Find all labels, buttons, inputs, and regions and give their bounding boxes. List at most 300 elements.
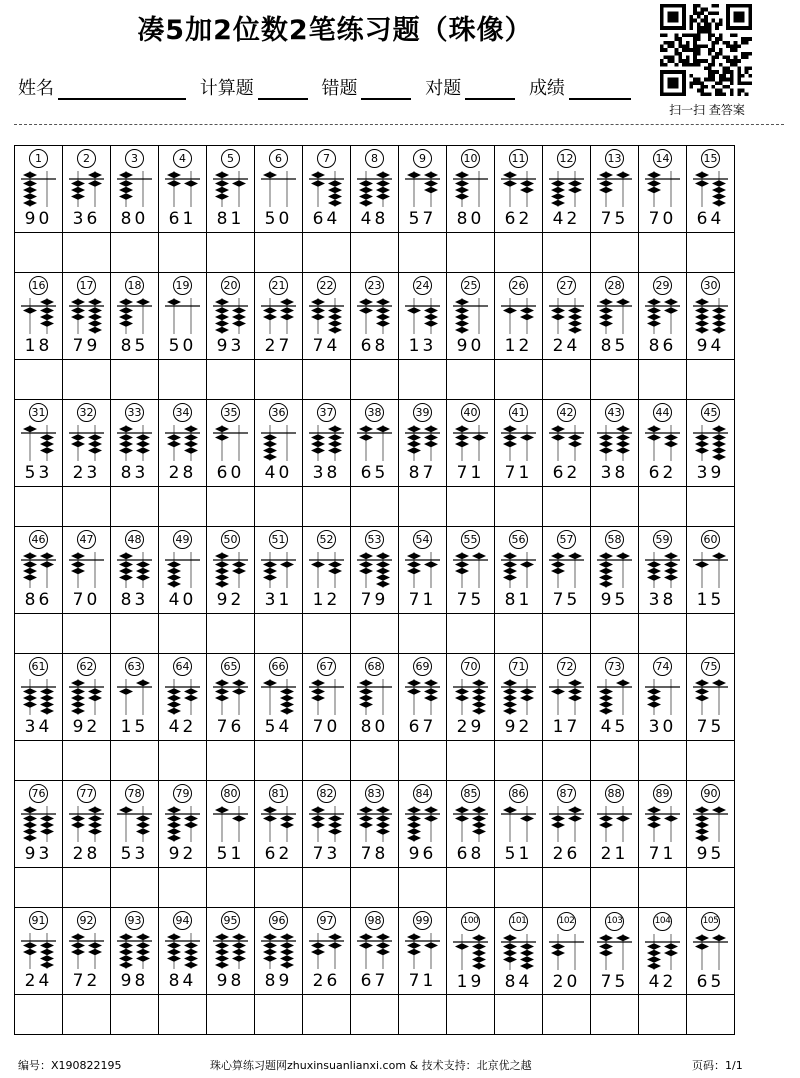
abacus-bead <box>232 955 246 962</box>
abacus-bead <box>280 708 294 715</box>
answer-cell[interactable] <box>399 233 447 273</box>
abacus-bead <box>712 307 726 314</box>
answer-cell[interactable] <box>207 995 255 1035</box>
abacus-bead <box>647 568 661 575</box>
abacus-bead-image <box>111 932 158 970</box>
abacus-bead <box>695 943 709 950</box>
question-cell <box>687 781 735 868</box>
abacus-bead-image <box>639 678 686 716</box>
question-number: 10 <box>461 149 480 168</box>
question-number: 89 <box>653 784 672 803</box>
abacus-bead <box>119 574 133 581</box>
answer-cell[interactable] <box>687 995 735 1035</box>
question-cell <box>15 781 63 868</box>
abacus-bead <box>40 447 54 454</box>
answer-cell[interactable] <box>15 233 63 273</box>
abacus-bead <box>407 934 421 941</box>
abacus-bead <box>88 172 102 179</box>
abacus-bead <box>472 935 486 942</box>
question-number: 54 <box>413 530 432 549</box>
abacus-bead-image <box>399 805 446 843</box>
answer-cell[interactable] <box>207 614 255 654</box>
question-cell <box>159 146 207 233</box>
abacus-bead <box>424 680 438 687</box>
answer-cell[interactable] <box>111 741 159 781</box>
answer-cell[interactable] <box>591 614 639 654</box>
answer-cell[interactable] <box>159 487 207 527</box>
abacus-bead <box>311 695 325 702</box>
question-number: 18 <box>125 276 144 295</box>
abacus-bead-image <box>159 932 206 970</box>
question-cell <box>399 400 447 487</box>
addend-value: 95 <box>600 590 629 610</box>
score-blank[interactable] <box>569 80 631 100</box>
answer-cell[interactable] <box>63 233 111 273</box>
abacus-bead <box>503 680 517 687</box>
question-cell <box>591 400 639 487</box>
abacus-bead <box>503 943 517 950</box>
abacus-bead <box>376 822 390 829</box>
question-cell <box>687 527 735 614</box>
answer-cell[interactable] <box>399 741 447 781</box>
addend-value: 34 <box>24 717 53 737</box>
question-number: 48 <box>125 530 144 549</box>
abacus-bead <box>215 327 229 334</box>
answer-cell[interactable] <box>351 233 399 273</box>
question-cell <box>543 146 591 233</box>
addend-value: 70 <box>648 209 677 229</box>
abacus-bead <box>695 822 709 829</box>
answer-cell[interactable] <box>111 487 159 527</box>
answer-cell[interactable] <box>639 487 687 527</box>
answer-cell[interactable] <box>495 868 543 908</box>
abacus-bead <box>695 935 709 942</box>
addend-value: 15 <box>120 717 149 737</box>
abacus-bead <box>376 426 390 433</box>
answer-cell[interactable] <box>399 487 447 527</box>
abacus-bead <box>359 299 373 306</box>
answer-cell[interactable] <box>255 487 303 527</box>
answer-cell[interactable] <box>255 614 303 654</box>
answer-cell[interactable] <box>159 741 207 781</box>
abacus-bead <box>599 568 613 575</box>
abacus-bead-image <box>63 170 110 208</box>
answer-cell[interactable] <box>351 614 399 654</box>
abacus-bead <box>215 574 229 581</box>
abacus-bead <box>184 962 198 969</box>
abacus-bead-image <box>207 297 254 335</box>
answer-cell[interactable] <box>543 487 591 527</box>
question-cell <box>159 654 207 741</box>
cut-divider <box>14 124 784 125</box>
question-row <box>15 273 735 360</box>
abacus-bead-image <box>303 297 350 335</box>
answer-cell[interactable] <box>207 360 255 400</box>
answer-cell[interactable] <box>207 741 255 781</box>
addend-value: 40 <box>168 590 197 610</box>
answer-cell[interactable] <box>207 233 255 273</box>
abacus-bead-image <box>303 678 350 716</box>
abacus-bead <box>455 299 469 306</box>
question-cell <box>591 527 639 614</box>
answer-cell[interactable] <box>591 233 639 273</box>
abacus-bead-image <box>15 170 62 208</box>
answer-cell[interactable] <box>543 868 591 908</box>
answer-cell[interactable] <box>399 868 447 908</box>
answer-cell[interactable] <box>303 868 351 908</box>
answer-cell[interactable] <box>111 360 159 400</box>
answer-cell[interactable] <box>639 995 687 1035</box>
answer-cell[interactable] <box>447 233 495 273</box>
answer-cell[interactable] <box>15 614 63 654</box>
question-cell <box>687 146 735 233</box>
question-number: 33 <box>125 403 144 422</box>
answer-cell[interactable] <box>159 233 207 273</box>
abacus-bead <box>695 835 709 842</box>
right-count-blank[interactable] <box>465 80 515 100</box>
question-number: 12 <box>557 149 576 168</box>
abacus-bead-image <box>255 678 302 716</box>
abacus-bead <box>568 688 582 695</box>
answer-cell[interactable] <box>447 487 495 527</box>
answer-cell[interactable] <box>351 487 399 527</box>
answer-cell[interactable] <box>15 995 63 1035</box>
answer-cell[interactable] <box>591 868 639 908</box>
question-cell <box>495 527 543 614</box>
abacus-bead <box>328 320 342 327</box>
abacus-bead <box>280 942 294 949</box>
abacus-bead <box>40 441 54 448</box>
question-cell <box>63 146 111 233</box>
answer-cell[interactable] <box>351 741 399 781</box>
answer-cell[interactable] <box>639 741 687 781</box>
question-cell <box>15 908 63 995</box>
abacus-bead-image <box>543 297 590 335</box>
question-number: 51 <box>269 530 288 549</box>
abacus-bead-image <box>543 933 590 971</box>
abacus-bead <box>167 701 181 708</box>
abacus-bead <box>40 962 54 969</box>
answer-cell[interactable] <box>63 741 111 781</box>
addend-value: 85 <box>600 336 629 356</box>
question-number: 105 <box>701 912 720 931</box>
answer-cell[interactable] <box>255 995 303 1035</box>
addend-value: 36 <box>72 209 101 229</box>
answer-cell[interactable] <box>63 360 111 400</box>
abacus-bead <box>23 695 37 702</box>
answer-cell[interactable] <box>351 995 399 1035</box>
answer-cell[interactable] <box>639 360 687 400</box>
addend-value: 92 <box>72 717 101 737</box>
abacus-bead <box>119 180 133 187</box>
abacus-bead <box>136 815 150 822</box>
abacus-bead <box>71 307 85 314</box>
abacus-bead <box>407 680 421 687</box>
answer-cell[interactable] <box>111 995 159 1035</box>
abacus-bead-image <box>639 170 686 208</box>
abacus-bead <box>71 688 85 695</box>
abacus-bead <box>647 822 661 829</box>
question-cell <box>159 400 207 487</box>
question-cell <box>207 654 255 741</box>
abacus-bead <box>280 955 294 962</box>
abacus-bead <box>551 314 565 321</box>
abacus-bead-image <box>159 424 206 462</box>
answer-cell[interactable] <box>495 233 543 273</box>
addend-value: 92 <box>168 844 197 864</box>
answer-cell[interactable] <box>63 868 111 908</box>
abacus-bead <box>455 695 469 702</box>
addend-value: 80 <box>360 717 389 737</box>
addend-value: 81 <box>216 209 245 229</box>
abacus-bead <box>551 950 565 957</box>
answer-cell[interactable] <box>687 614 735 654</box>
abacus-bead <box>376 581 390 588</box>
abacus-bead <box>599 701 613 708</box>
wrong-count-blank[interactable] <box>361 80 411 100</box>
question-cell <box>639 400 687 487</box>
abacus-bead <box>472 956 486 963</box>
abacus-bead <box>599 314 613 321</box>
abacus-bead <box>71 441 85 448</box>
abacus-bead <box>359 568 373 575</box>
abacus-bead <box>311 434 325 441</box>
answer-cell[interactable] <box>351 868 399 908</box>
answer-cell[interactable] <box>63 487 111 527</box>
abacus-bead <box>71 299 85 306</box>
abacus-bead <box>376 172 390 179</box>
abacus-bead <box>359 680 373 687</box>
addend-value: 75 <box>600 972 629 992</box>
abacus-bead <box>280 299 294 306</box>
abacus-bead <box>647 561 661 568</box>
answer-cell[interactable] <box>303 487 351 527</box>
answer-cell[interactable] <box>255 868 303 908</box>
abacus-bead <box>184 942 198 949</box>
abacus-bead-image <box>591 805 638 843</box>
abacus-bead <box>503 807 517 814</box>
answer-cell[interactable] <box>303 741 351 781</box>
answer-cell[interactable] <box>687 233 735 273</box>
answer-cell[interactable] <box>255 233 303 273</box>
addend-value: 13 <box>408 336 437 356</box>
abacus-bead-image <box>207 678 254 716</box>
abacus-bead <box>215 581 229 588</box>
answer-cell[interactable] <box>207 487 255 527</box>
abacus-bead <box>167 574 181 581</box>
abacus-bead-image <box>495 933 542 971</box>
answer-cell[interactable] <box>543 995 591 1035</box>
abacus-bead-image <box>687 805 734 843</box>
answer-cell[interactable] <box>303 614 351 654</box>
abacus-bead-image <box>639 424 686 462</box>
question-cell <box>303 527 351 614</box>
answer-cell[interactable] <box>639 614 687 654</box>
answer-cell[interactable] <box>543 741 591 781</box>
abacus-bead <box>232 949 246 956</box>
abacus-bead-image <box>495 551 542 589</box>
abacus-bead <box>472 701 486 708</box>
answer-cell[interactable] <box>159 995 207 1035</box>
abacus-bead <box>136 828 150 835</box>
question-cell <box>687 400 735 487</box>
abacus-bead <box>647 963 661 970</box>
addend-value: 15 <box>696 590 725 610</box>
answer-cell[interactable] <box>495 614 543 654</box>
abacus-bead <box>551 434 565 441</box>
abacus-bead <box>455 688 469 695</box>
abacus-bead <box>167 441 181 448</box>
answer-cell[interactable] <box>159 360 207 400</box>
answer-cell[interactable] <box>447 995 495 1035</box>
answer-cell[interactable] <box>687 741 735 781</box>
name-blank[interactable] <box>58 80 186 100</box>
student-info-line <box>18 74 639 100</box>
answer-cell[interactable] <box>447 741 495 781</box>
answer-cell[interactable] <box>63 614 111 654</box>
question-row <box>15 908 735 995</box>
answer-cell[interactable] <box>495 741 543 781</box>
answer-cell[interactable] <box>687 360 735 400</box>
answer-cell[interactable] <box>495 360 543 400</box>
answer-cell[interactable] <box>495 487 543 527</box>
abacus-bead <box>71 708 85 715</box>
answer-cell[interactable] <box>15 360 63 400</box>
answer-cell[interactable] <box>543 614 591 654</box>
footer-code: 编号：X190822195 <box>18 1059 122 1072</box>
addend-value: 79 <box>360 590 389 610</box>
answer-cell[interactable] <box>303 233 351 273</box>
answer-cell[interactable] <box>447 868 495 908</box>
question-cell <box>255 781 303 868</box>
answer-cell[interactable] <box>351 360 399 400</box>
abacus-bead <box>407 688 421 695</box>
answer-cell[interactable] <box>639 868 687 908</box>
answer-cell[interactable] <box>255 741 303 781</box>
abacus-bead <box>40 822 54 829</box>
abacus-bead-image <box>63 932 110 970</box>
answer-cell[interactable] <box>111 233 159 273</box>
question-number: 82 <box>317 784 336 803</box>
question-cell <box>111 527 159 614</box>
answer-cell[interactable] <box>303 360 351 400</box>
answer-cell[interactable] <box>159 868 207 908</box>
abacus-bead <box>455 426 469 433</box>
abacus-bead <box>136 441 150 448</box>
question-number: 62 <box>77 657 96 676</box>
addend-value: 94 <box>696 336 725 356</box>
abacus-bead <box>455 187 469 194</box>
abacus-bead <box>407 307 421 314</box>
abacus-bead <box>232 561 246 568</box>
abacus-bead <box>311 299 325 306</box>
abacus-bead <box>71 815 85 822</box>
answer-cell[interactable] <box>111 614 159 654</box>
answer-cell[interactable] <box>159 614 207 654</box>
answer-cell[interactable] <box>543 233 591 273</box>
abacus-bead <box>712 193 726 200</box>
abacus-bead <box>664 568 678 575</box>
answer-cell[interactable] <box>591 741 639 781</box>
answer-cell[interactable] <box>63 995 111 1035</box>
abacus-bead-image <box>63 551 110 589</box>
abacus-bead <box>520 950 534 957</box>
answer-cell[interactable] <box>591 995 639 1035</box>
answer-cell[interactable] <box>639 233 687 273</box>
abacus-bead <box>119 955 133 962</box>
answer-cell[interactable] <box>111 868 159 908</box>
answer-cell[interactable] <box>591 487 639 527</box>
abacus-bead <box>359 688 373 695</box>
answer-cell[interactable] <box>447 360 495 400</box>
addend-value: 40 <box>264 463 293 483</box>
abacus-bead-image <box>111 551 158 589</box>
abacus-bead <box>23 172 37 179</box>
abacus-bead <box>376 568 390 575</box>
abacus-bead-image <box>639 933 686 971</box>
abacus-bead <box>599 695 613 702</box>
question-cell <box>543 908 591 995</box>
answer-cell[interactable] <box>447 614 495 654</box>
abacus-bead <box>119 426 133 433</box>
answer-cell[interactable] <box>687 487 735 527</box>
addend-value: 62 <box>504 209 533 229</box>
abacus-bead <box>328 822 342 829</box>
answer-cell[interactable] <box>687 868 735 908</box>
question-number: 85 <box>461 784 480 803</box>
abacus-bead <box>71 568 85 575</box>
abacus-bead <box>23 553 37 560</box>
addend-value: 50 <box>264 209 293 229</box>
addend-value: 76 <box>216 717 245 737</box>
answer-cell[interactable] <box>399 995 447 1035</box>
question-number: 104 <box>653 912 672 931</box>
answer-cell[interactable] <box>303 995 351 1035</box>
answer-cell[interactable] <box>207 868 255 908</box>
answer-cell[interactable] <box>591 360 639 400</box>
answer-cell[interactable] <box>15 868 63 908</box>
abacus-bead <box>520 963 534 970</box>
abacus-bead <box>712 935 726 942</box>
abacus-bead <box>232 680 246 687</box>
abacus-bead <box>551 943 565 950</box>
calc-count-label: 计算题 <box>199 78 254 99</box>
answer-cell[interactable] <box>543 360 591 400</box>
abacus-bead <box>40 320 54 327</box>
addend-value: 65 <box>696 972 725 992</box>
abacus-bead <box>311 815 325 822</box>
answer-cell[interactable] <box>495 995 543 1035</box>
abacus-bead <box>568 307 582 314</box>
answer-cell[interactable] <box>15 487 63 527</box>
abacus-bead-image <box>255 170 302 208</box>
question-number: 78 <box>125 784 144 803</box>
answer-cell[interactable] <box>255 360 303 400</box>
answer-cell[interactable] <box>15 741 63 781</box>
addend-value: 71 <box>648 844 677 864</box>
abacus-bead <box>311 561 325 568</box>
abacus-bead <box>88 822 102 829</box>
calc-count-blank[interactable] <box>258 80 308 100</box>
question-number: 92 <box>77 911 96 930</box>
abacus-bead <box>23 193 37 200</box>
addend-value: 84 <box>168 971 197 991</box>
abacus-bead <box>119 942 133 949</box>
abacus-bead <box>568 314 582 321</box>
question-cell <box>639 527 687 614</box>
answer-cell[interactable] <box>399 360 447 400</box>
answer-cell[interactable] <box>399 614 447 654</box>
